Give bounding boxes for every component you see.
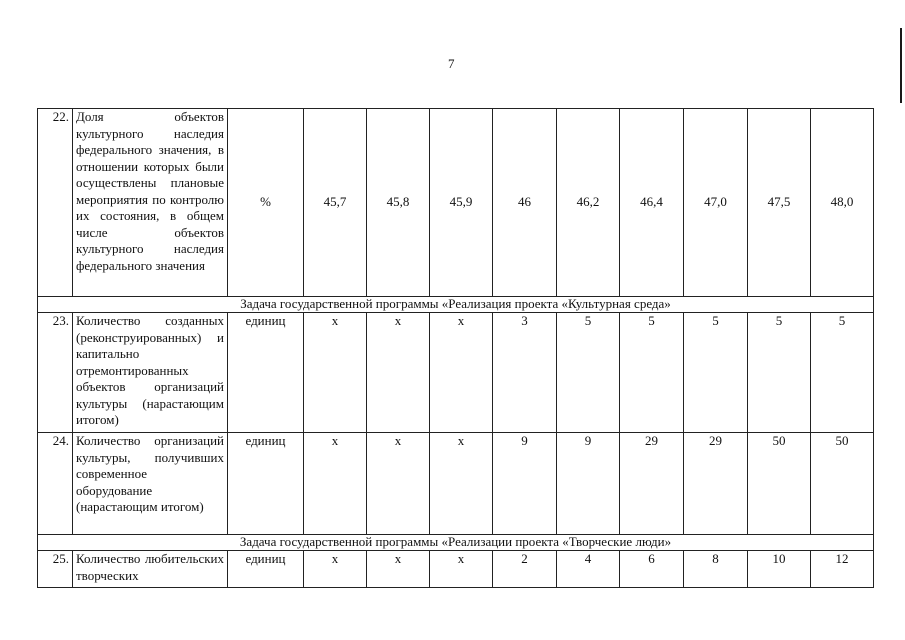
- indicator-description: Доля объектов культурного наследия федерального значения, в отношении которых были осуществлены плановые мероприятия по контролю их состояния, в общем числе объектов культурного наследия федерального значения: [73, 109, 228, 297]
- value-cell: х: [430, 551, 493, 588]
- table-row: [38, 109, 874, 297]
- value-cell: 29: [620, 433, 684, 535]
- section-heading: Задача государственной программы «Реализация проекта «Культурная среда»: [38, 297, 874, 313]
- value-cell: 2: [493, 551, 557, 588]
- value-cell: 5: [811, 313, 874, 433]
- value-cell: 46,2: [557, 109, 620, 297]
- value-cell: х: [304, 433, 367, 535]
- unit-cell: единиц: [228, 551, 304, 588]
- section-row: [38, 297, 874, 313]
- section-heading: Задача государственной программы «Реализации проекта «Творческие люди»: [38, 535, 874, 551]
- value-cell: 50: [811, 433, 874, 535]
- page-number: 7: [448, 56, 455, 71]
- value-cell: 9: [557, 433, 620, 535]
- unit-cell: %: [228, 109, 304, 297]
- value-cell: х: [367, 433, 430, 535]
- value-cell: 46,4: [620, 109, 684, 297]
- value-cell: 47,5: [748, 109, 811, 297]
- value-cell: 5: [620, 313, 684, 433]
- value-cell: 6: [620, 551, 684, 588]
- table-row: [38, 313, 874, 433]
- unit-cell: единиц: [228, 313, 304, 433]
- value-cell: 29: [684, 433, 748, 535]
- value-cell: 45,7: [304, 109, 367, 297]
- row-number: 24.: [38, 433, 73, 535]
- value-cell: 50: [748, 433, 811, 535]
- row-number: 25.: [38, 551, 73, 588]
- table-row: [38, 433, 874, 535]
- row-number: 22.: [38, 109, 73, 297]
- indicator-description: Количество созданных (реконструированных) и капитально отремонтированных объектов организаций культуры (нарастающим итогом): [73, 313, 228, 433]
- value-cell: 5: [557, 313, 620, 433]
- indicator-description: Количество организаций культуры, получивших современное оборудование (нарастающим итогом): [73, 433, 228, 535]
- indicator-description: Количество любительских творческих: [73, 551, 228, 588]
- value-cell: 5: [748, 313, 811, 433]
- value-cell: х: [430, 433, 493, 535]
- value-cell: 5: [684, 313, 748, 433]
- value-cell: 8: [684, 551, 748, 588]
- row-number: 23.: [38, 313, 73, 433]
- value-cell: 3: [493, 313, 557, 433]
- unit-cell: единиц: [228, 433, 304, 535]
- value-cell: 10: [748, 551, 811, 588]
- section-row: [38, 535, 874, 551]
- value-cell: 4: [557, 551, 620, 588]
- value-cell: х: [304, 313, 367, 433]
- value-cell: х: [367, 551, 430, 588]
- value-cell: 46: [493, 109, 557, 297]
- value-cell: 48,0: [811, 109, 874, 297]
- indicators-table: [37, 108, 874, 588]
- value-cell: х: [430, 313, 493, 433]
- scan-edge-mark: [900, 28, 902, 103]
- value-cell: 12: [811, 551, 874, 588]
- value-cell: 45,8: [367, 109, 430, 297]
- value-cell: 9: [493, 433, 557, 535]
- table-row: [38, 551, 874, 588]
- value-cell: 47,0: [684, 109, 748, 297]
- value-cell: 45,9: [430, 109, 493, 297]
- value-cell: х: [367, 313, 430, 433]
- value-cell: х: [304, 551, 367, 588]
